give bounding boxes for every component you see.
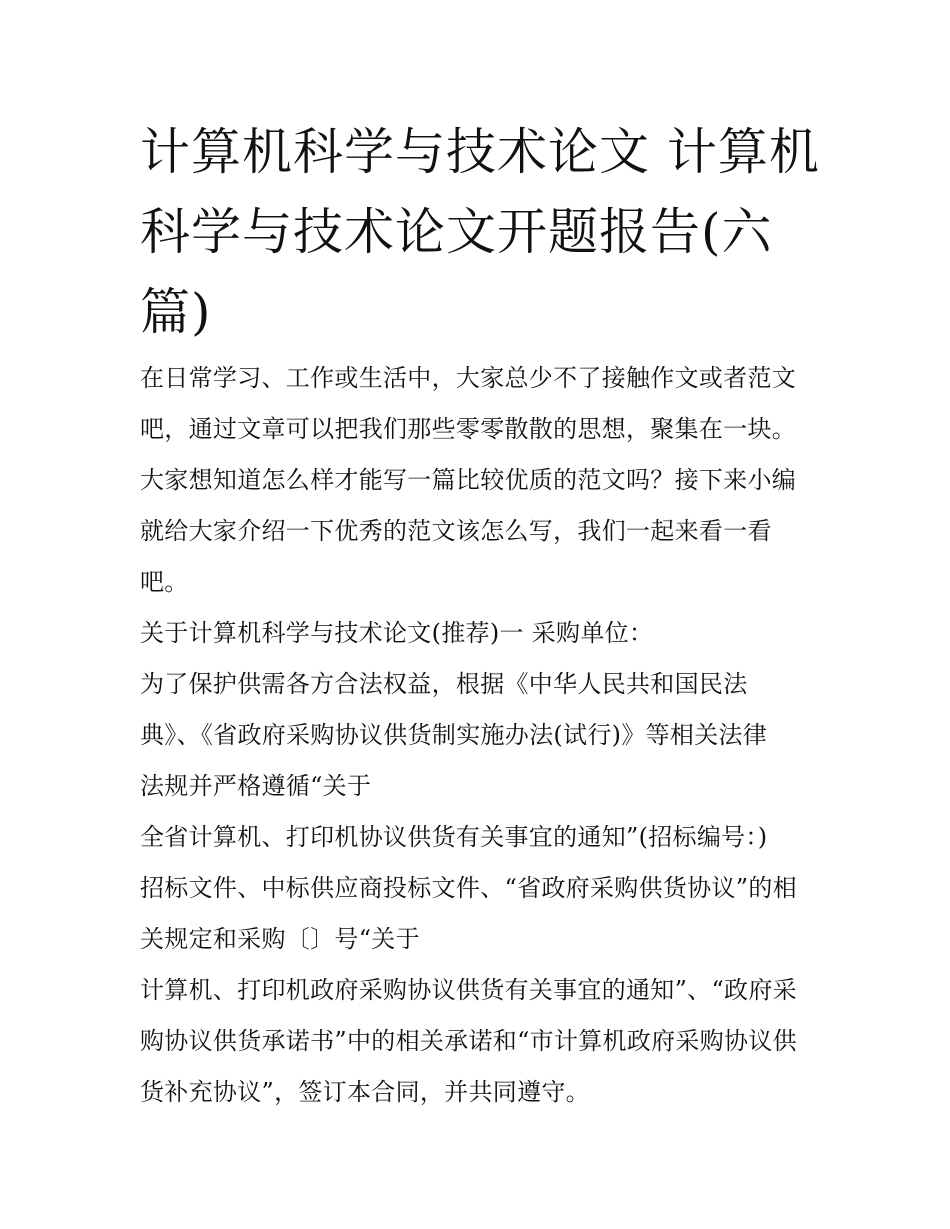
body-line: 就给大家介绍一下优秀的范文该怎么写，我们一起来看一看 [140,517,772,545]
body-line: 购协议供货承诺书”中的相关承诺和“市计算机政府采购协议供 [140,1027,797,1055]
body-line: 关规定和采购〔〕号“关于 [140,925,420,953]
body-line: 吧。 [140,568,189,596]
body-line: 为了保护供需各方合法权益，根据《中华人民共和国民法 [140,670,748,698]
title-line: 科学与技术论文开题报告(六 [140,203,773,261]
body-line: 关于计算机科学与技术论文(推荐)一 采购单位： [140,619,654,647]
body-line: 大家想知道怎么样才能写一篇比较优质的范文吗？接下来小编 [140,466,797,494]
body-line: 计算机、打印机政府采购协议供货有关事宜的通知”、“政府采 [140,976,797,1004]
document-title [140,112,830,352]
body-line: 吧，通过文章可以把我们那些零零散散的思想，聚集在一块。 [140,415,797,443]
body-line: 招标文件、中标供应商投标文件、“省政府采购供货协议”的相 [140,874,797,902]
body-line: 全省计算机、打印机协议供货有关事宜的通知”(招标编号：) [140,823,768,851]
title-line: 计算机科学与技术论文 计算机 [140,123,820,181]
title-line: 篇) [140,283,212,341]
body-line: 在日常学习、工作或生活中，大家总少不了接触作文或者范文 [140,364,797,392]
body-line: 货补充协议”，签订本合同，并共同遵守。 [140,1078,590,1106]
body-line: 典》、《省政府采购协议供货制实施办法(试行)》等相关法律 [140,721,768,749]
body-line: 法规并严格遵循“关于 [140,772,372,800]
